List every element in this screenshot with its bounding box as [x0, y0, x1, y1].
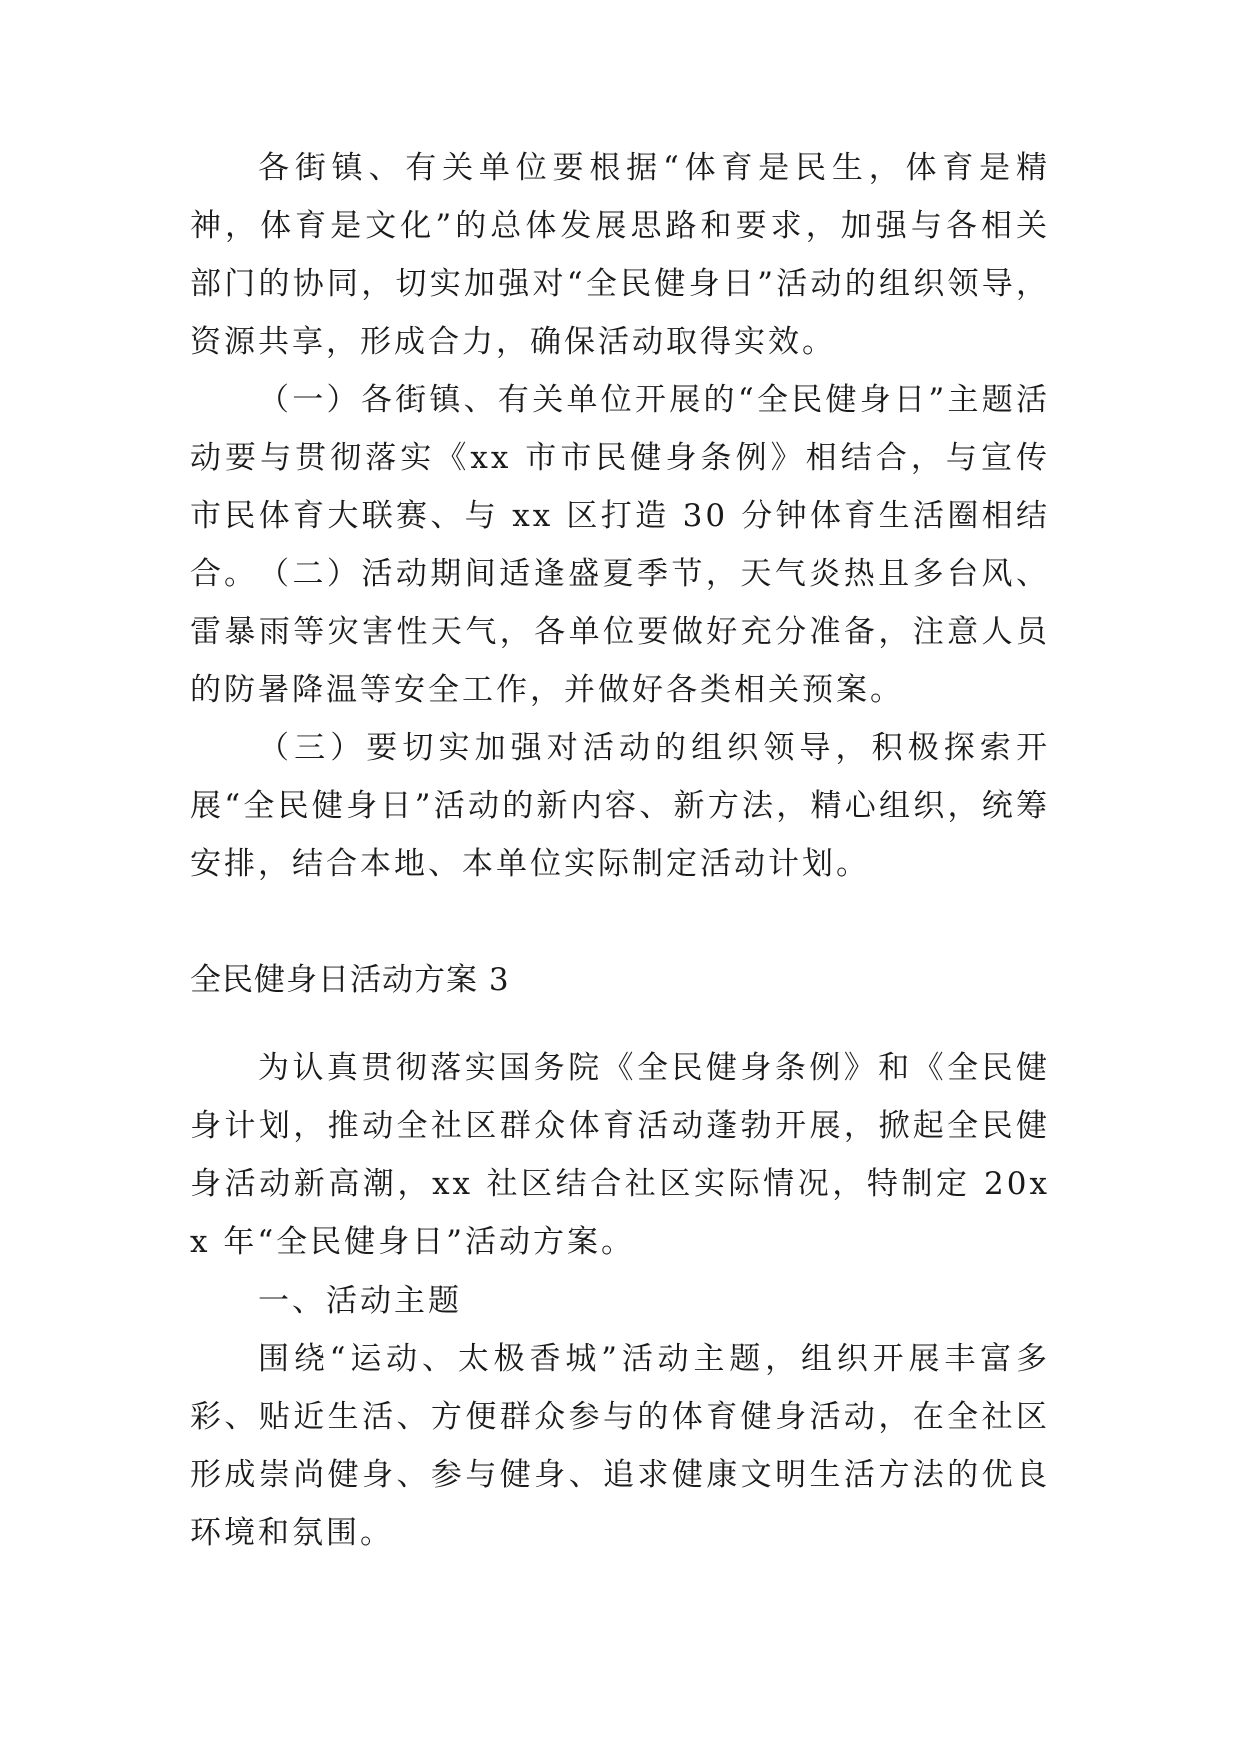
paragraph-activity-theme: 围绕“运动、太极香城”活动主题，组织开展丰富多彩、贴近生活、方便群众参与的体育健身活动，在全社区形成崇尚健身、参与健身、追求健康文明生活方法的优良环境和氛围。 — [190, 1341, 1050, 1551]
paragraph-item-1: （一）各街镇、有关单位开展的“全民健身日”主题活动要与贯彻落实《xx 市市民健身条例》相结合，与宣传市民体育大联赛、与 xx 区打造 30 分钟体育生活圈相结合。 — [190, 382, 1050, 592]
paragraph-item-2: （二）活动期间适逢盛夏季节，天气炎热且多台风、雷暴雨等灾害性天气，各单位要做好充分准备，注意人员的防暑降温等安全工作，并做好各类相关预案。 — [190, 556, 1050, 708]
section-title: 全民健身日活动方案 3 — [190, 962, 510, 998]
paragraph-intro: 各街镇、有关单位要根据“体育是民生，体育是精神，体育是文化”的总体发展思路和要求，加强与各相关部门的协同，切实加强对“全民健身日”活动的组织领导，资源共享，形成合力，确保活动取得实效。 — [190, 150, 1050, 360]
subheading-activity-theme: 一、活动主题 — [258, 1283, 462, 1319]
paragraph-plan-intro: 为认真贯彻落实国务院《全民健身条例》和《全民健身计划，推动全社区群众体育活动蓬勃开展，掀起全民健身活动新高潮，xx 社区结合社区实际情况，特制定 20xx 年“全民健身日”活动方案。 — [190, 1050, 1050, 1260]
paragraph-item-3: （三）要切实加强对活动的组织领导，积极探索开展“全民健身日”活动的新内容、新方法，精心组织，统筹安排，结合本地、本单位实际制定活动计划。 — [190, 730, 1050, 882]
